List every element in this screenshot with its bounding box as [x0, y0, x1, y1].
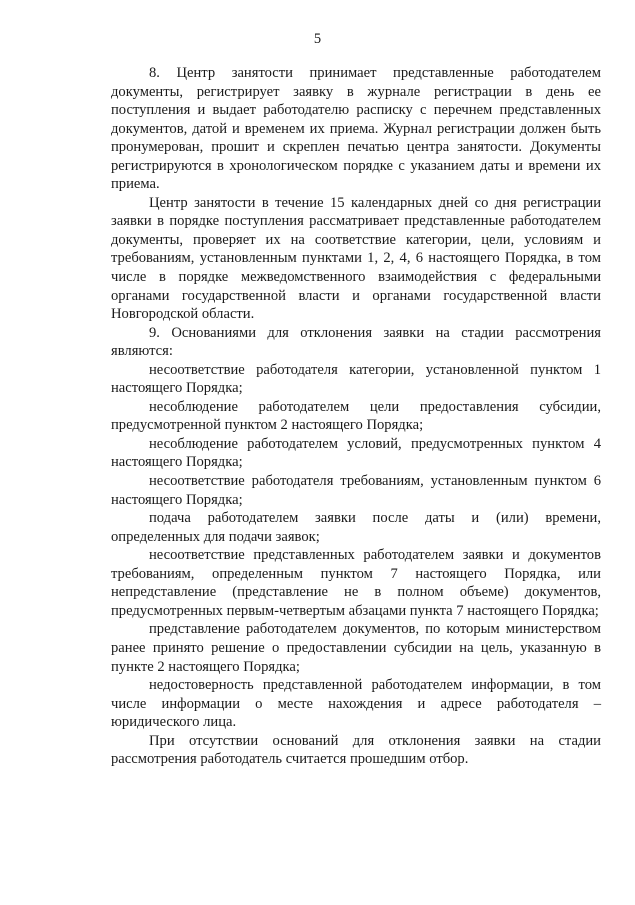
- document-body: [111, 64, 601, 769]
- ground-purpose-noncompliance: несоблюдение работодателем цели предоставления субсидии, предусмотренной пунктом 2 настоящего Порядка;: [111, 398, 601, 434]
- ground-category-mismatch: несоответствие работодателя категории, установленной пунктом 1 настоящего Порядка;: [111, 361, 601, 397]
- page-number: 5: [313, 31, 322, 47]
- paragraph-passed-selection: При отсутствии оснований для отклонения заявки на стадии рассмотрения работодатель считается прошедшим отбор.: [111, 732, 601, 768]
- ground-false-information: недостоверность представленной работодателем информации, в том числе информации о месте нахождения и адресе работодателя – юридического лица.: [111, 677, 601, 731]
- ground-requirements-mismatch: несоответствие работодателя требованиям, установленным пунктом 6 настоящего Порядка;: [111, 473, 601, 508]
- ground-conditions-noncompliance: несоблюдение работодателем условий, предусмотренных пунктом 4 настоящего Порядка;: [111, 435, 601, 471]
- paragraph-9-grounds: 9. Основаниями для отклонения заявки на стадии рассмотрения являются:: [111, 324, 601, 360]
- paragraph-review-period: Центр занятости в течение 15 календарных дней со дня регистрации заявки в порядке поступления рассматривает представленные работодателем документы, проверяет их на соответствие категории, цели, условиям и требованиям, установленным пунктами 1, 2, 4, 6 настоящего Порядка, в том числе в порядке межведомственного взаимодействия с федеральными органами государственной власти и органами государственной власти Новгородской области.: [111, 194, 601, 323]
- ground-prior-decision: представление работодателем документов, по которым министерством ранее принято решение о предоставлении субсидии на цель, указанную в пункте 2 настоящего Порядка;: [111, 621, 601, 675]
- ground-late-submission: подача работодателем заявки после даты и (или) времени, определенных для подачи заявок;: [111, 510, 601, 545]
- ground-documents-mismatch: несоответствие представленных работодателем заявки и документов требованиям, определенным пунктом 7 настоящего Порядка, или непредставление (представление не в полном объеме) документов, предусмотренных первым-четвертым абзацами пункта 7 настоящего Порядка;: [111, 547, 601, 619]
- paragraph-8-intake: 8. Центр занятости принимает представленные работодателем документы, регистрирует заявку в журнале регистрации в день ее поступления и выдает работодателю расписку с перечнем представленных документов, датой и временем их приема. Журнал регистрации должен быть пронумерован, прошит и скреплен печатью центра занятости. Документы регистрируются в хронологическом порядке с указанием даты и времени их приема.: [111, 65, 601, 193]
